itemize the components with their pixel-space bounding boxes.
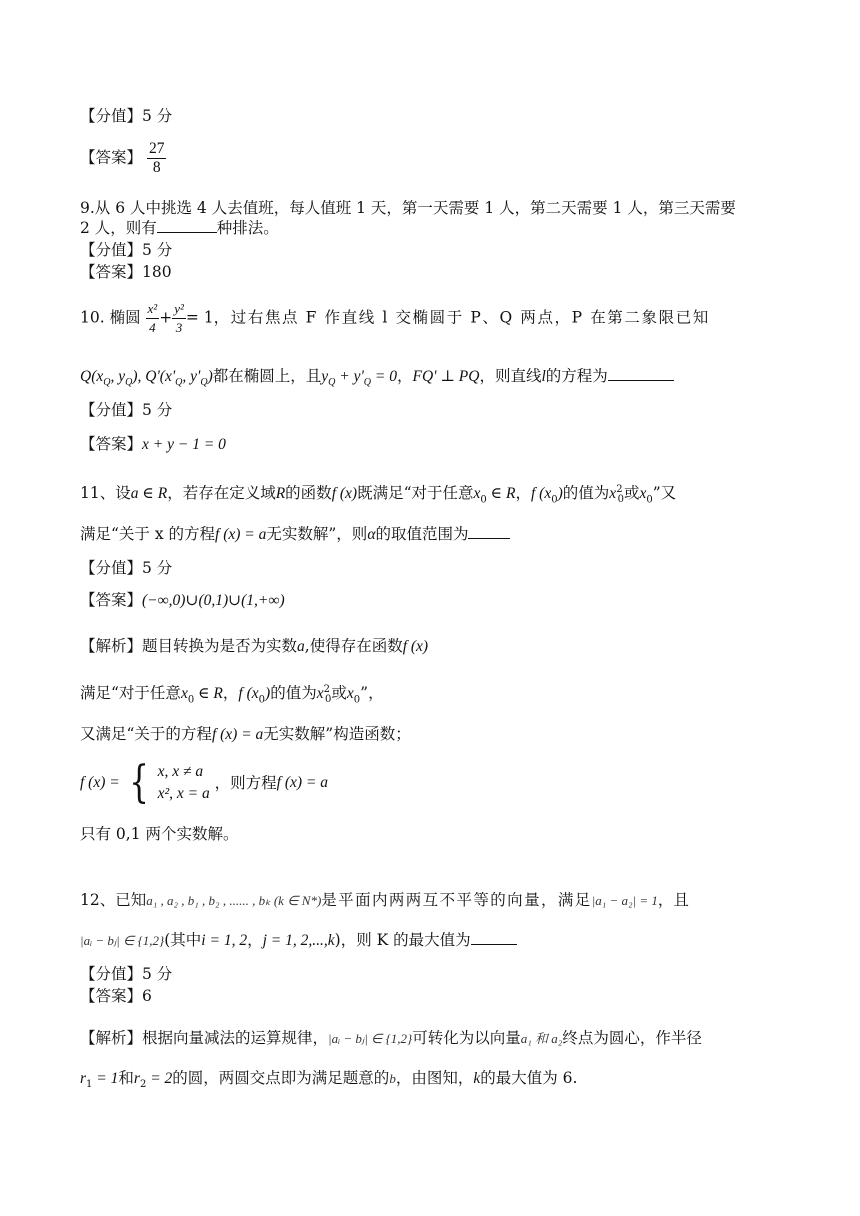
t: 都在椭圆上，且 [212, 367, 322, 385]
piecewise-cases [158, 761, 210, 805]
sub: Q [103, 377, 111, 389]
q9-text: 9.从 6 人中挑选 4 人去值班，每人值班 1 天，第一天需要 1 人，第二天需要 1 人，第三天需要 [80, 199, 736, 217]
t: 或 [331, 684, 347, 703]
t: a ∈ R [130, 485, 168, 503]
q11-line2 [80, 524, 510, 545]
q12-vectors: a₁ , a₂ , b₁ , b₂ , ...... , bₖ (k ∈ N*) [146, 893, 322, 908]
frac-den: 4 [149, 320, 156, 335]
t: 只有 0,1 两个实数解。 [80, 825, 239, 843]
t: x [346, 685, 354, 703]
sub: Q [200, 377, 208, 389]
t: 可转化为以向量 [412, 1029, 521, 1047]
t: 终点为圆心，作半径 [562, 1029, 702, 1047]
t: ， [247, 931, 263, 949]
sub: 0 [551, 494, 558, 506]
t: 【分值】5 分 [80, 965, 173, 983]
q12-line2 [80, 930, 517, 951]
t: ， [515, 484, 531, 503]
t: ), Q'(x' [132, 368, 176, 385]
left-brace-icon: { [128, 757, 149, 808]
fraction-numerator: 27 [148, 140, 165, 157]
t: = 0 [371, 368, 397, 385]
t: x [639, 485, 647, 503]
q10-frac2 [172, 300, 186, 337]
equals-one: = 1 [185, 308, 214, 327]
sub: 0 [258, 694, 266, 706]
t: x [473, 485, 481, 503]
q10-text-b: ，过右焦点 F 作直线 l 交椭圆于 P、Q 两点，P 在第二象限已知 [213, 308, 710, 327]
answer-label: 【答案】 [80, 148, 143, 167]
q11-answer-math: (−∞,0)∪(0,1)∪(1,+∞) [142, 592, 285, 609]
t: 的圆，两圆交点即为满足题意的 [172, 1069, 390, 1087]
answer-blank [471, 930, 517, 945]
t: = 2 [146, 1070, 173, 1087]
t: x [609, 485, 617, 503]
q10-math-q [80, 368, 213, 389]
t: 满足“对于任意 [80, 684, 181, 703]
case2: x², x = a [157, 785, 210, 802]
q10-line2 [80, 366, 674, 393]
q11-line1 [80, 480, 676, 510]
t: ∈ R [486, 485, 516, 503]
t: ∈ R [194, 685, 223, 703]
t: (其中 [164, 931, 202, 949]
t: 的取值范围为 [375, 525, 469, 543]
q10-answer-math: x + y − 1 = 0 [142, 436, 226, 453]
q9-text2b: 种排法。 [216, 219, 279, 237]
t: 的值为 [562, 484, 610, 503]
t: f (x) = [80, 774, 120, 791]
t: 【答案】 [80, 435, 143, 453]
q9-text2a: 2 人，则有 [80, 219, 157, 237]
t: 11、设 [80, 484, 131, 503]
q9-answer-text: 【答案】180 [80, 263, 172, 281]
q10-frac1 [146, 300, 160, 337]
q12-analysis2 [80, 1068, 577, 1095]
t: R [275, 485, 286, 503]
t: ， [222, 684, 239, 703]
q9-score [80, 240, 172, 260]
sub: 1 [86, 1079, 93, 1091]
answer-blank [608, 366, 674, 381]
t: |aᵢ − bⱼ| ∈ {1,2} [328, 1031, 413, 1046]
t: ，且 [657, 891, 689, 909]
t: ， [396, 367, 413, 385]
q9-line1 [80, 198, 736, 218]
t: a₁ 和 a₂ [520, 1031, 563, 1046]
t: x [180, 685, 188, 703]
q12-line1 [80, 890, 689, 911]
t: y [321, 368, 329, 385]
sub: 0 [646, 494, 653, 506]
t: ，由图知， [395, 1069, 474, 1087]
t: k [327, 932, 335, 949]
sub: 0 [187, 694, 195, 706]
t: ) [557, 485, 563, 503]
t: f (x) = a [276, 774, 329, 791]
score-line [80, 106, 172, 126]
t: 的值为 [270, 684, 317, 703]
t: |a₁ − a₂| = 1 [591, 893, 658, 908]
sup: 2 [323, 684, 330, 695]
q10-perp: FQ' ⊥ PQ [412, 368, 480, 385]
t: 的函数 [285, 484, 332, 503]
plus-sign: + [159, 308, 173, 327]
t: + y' [335, 368, 364, 385]
frac-num: x² [146, 300, 160, 319]
t: ) [265, 685, 271, 703]
t: 无实数解”构造函数； [263, 725, 411, 743]
t: 【解析】题目转换为是否为实数 [80, 637, 298, 655]
t: 12、已知 [80, 891, 147, 909]
q12-score [80, 964, 172, 984]
sub: 2 [139, 1079, 147, 1091]
t: ”又 [652, 484, 677, 503]
t: k [473, 1070, 481, 1087]
q10-line1 [80, 300, 710, 337]
t: 的最大值为 6. [480, 1069, 578, 1087]
frac-den: 3 [175, 320, 183, 335]
t: )，则 K 的最大值为 [334, 931, 471, 949]
t: = 1 [92, 1070, 119, 1087]
t: 是平面内两两互不平等的向量，满足 [321, 891, 592, 909]
q11-score [80, 558, 172, 578]
t: i = 1, 2 [201, 932, 248, 949]
sub: 0 [353, 694, 361, 706]
sub: 0 [480, 494, 487, 506]
q10-text-a: 10. 椭圆 [80, 308, 141, 327]
t: 【分值】5 分 [80, 559, 173, 577]
t: 既满足“对于任意 [357, 484, 474, 503]
t: f (x [238, 685, 259, 703]
t: , y [110, 368, 126, 385]
t: f (x) = a [211, 726, 264, 743]
t: ”， [360, 684, 384, 703]
t: 满足“关于 x 的方程 [80, 525, 216, 543]
q11-answer [80, 590, 285, 611]
t: b [389, 1071, 396, 1086]
answer-fraction [147, 140, 167, 177]
t: f (x) [402, 638, 429, 655]
t: α [367, 526, 376, 543]
t: 【解析】根据向量减法的运算规律， [80, 1029, 329, 1047]
t: 【答案】 [80, 591, 143, 609]
t: ，若存在定义域 [167, 484, 276, 503]
q11-analysis5 [80, 824, 239, 844]
t: , y' [182, 368, 201, 385]
t: x [316, 685, 324, 703]
sub: Q [363, 377, 372, 389]
t: 又满足“关于的方程 [80, 725, 212, 743]
q11-piecewise [80, 757, 329, 808]
q12-analysis1 [80, 1028, 702, 1049]
q11-analysis2 [80, 680, 384, 710]
fraction-denominator: 8 [152, 159, 161, 176]
q10-score [80, 400, 172, 420]
t: 的方程为 [545, 367, 608, 385]
q11-analysis1 [80, 636, 428, 657]
t: f (x [531, 485, 552, 503]
sub: Q [125, 377, 133, 389]
t: j = 1, 2,..., [262, 932, 328, 949]
t: f (x) [331, 485, 358, 503]
t: 和 [118, 1069, 134, 1087]
case1: x, x ≠ a [157, 763, 204, 780]
t: r [133, 1070, 140, 1087]
q9-score-text: 【分值】5 分 [80, 241, 173, 259]
sub: Q [328, 377, 336, 389]
frac-num: y² [172, 300, 186, 319]
t: ，则直线 [479, 367, 542, 385]
answer-blank [157, 218, 217, 233]
answer-line [80, 140, 166, 177]
q11-analysis3 [80, 724, 411, 745]
t: 无实数解”，则 [266, 525, 368, 543]
t: a [297, 638, 305, 655]
t: r [80, 1070, 87, 1087]
t: 或 [623, 484, 640, 503]
t: ,使得存在函数 [304, 637, 403, 655]
t: Q(x [80, 368, 104, 385]
q9-answer [80, 262, 172, 282]
t: ，则方程 [214, 774, 277, 792]
sub: 0 [617, 494, 624, 506]
t: f (x) = a [215, 526, 267, 543]
score-text: 【分值】5 分 [80, 107, 173, 125]
q9-line2 [80, 218, 279, 238]
t: |aᵢ − bⱼ| ∈ {1,2} [80, 933, 165, 948]
answer-blank [468, 524, 510, 539]
sup: 2 [616, 484, 623, 495]
q10-answer [80, 434, 226, 455]
q12-answer [80, 986, 152, 1006]
t: l [541, 368, 546, 385]
t: 【分值】5 分 [80, 401, 173, 419]
q10-math-sum [321, 368, 397, 389]
sub: Q [175, 377, 183, 389]
t: 【答案】6 [80, 987, 152, 1005]
t: ) [207, 368, 213, 385]
sub: 0 [324, 694, 332, 706]
